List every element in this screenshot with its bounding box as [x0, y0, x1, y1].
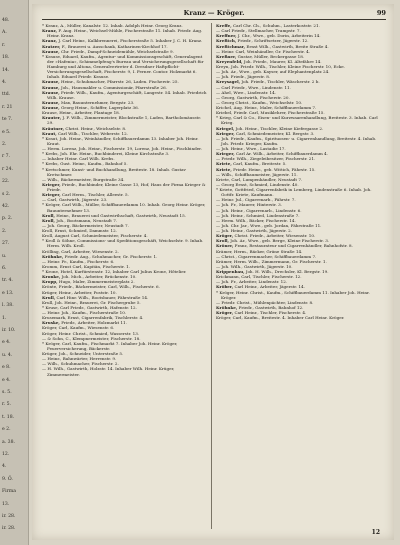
margin-fragment: ttd.	[2, 92, 11, 98]
entry-details: — Joh. Wilh., Gastwirth, Jägerstr. 10.	[216, 263, 293, 269]
entry-details: * Krieg, Carl & Co., Eisen- und Kurzwaarenhandlung, Breitestr. 3. Inhab. Carl Krieg.	[216, 115, 378, 126]
entry-details: — Joh. Fr., Maurer, Hinterstr. 3.	[216, 202, 283, 208]
margin-fragment: l. 38.	[2, 303, 14, 309]
entry-details: Friedr., Buchbinder, Kleine Gasse 13, Hof, Haus der Firma Krieger & Friedr.	[47, 181, 206, 192]
entry-details: — Joh. Heinr., Cigarrenarb., Lindenstr. 6.	[216, 207, 302, 213]
entry-details: — Georg Ernst, Schmied, Lindenstr. 40.	[216, 181, 299, 187]
margin-fragment: t. 18.	[2, 414, 15, 420]
entry-details: * Kraut, Joh. Heinr., Weinhändler, Schiffbauerdamm 13. Inhaber Joh. Heinr. Kraut.	[42, 135, 199, 146]
entry-details: J. F. Wilh., Zimmermeister, Blockstraße 1, Laden, Bartholomäusstr. 29.	[47, 115, 201, 126]
entry-surname: Kröger,	[216, 310, 234, 315]
entry-details: — Joh. Ar., Wwe., geb. Kayser, auf Elephantenplatz 24.	[216, 69, 330, 75]
directory-entry	[42, 341, 208, 351]
entry-details: Krüger, Heinr., Arbeiter, Poststr. 10.	[42, 289, 117, 295]
entry-details: — Friedr. Wilh., Ziegeleibesitzer, Fischerstr. 21.	[216, 156, 316, 162]
entry-details: — H. Wilh., Gastwirth, Holzstr. 14. Inhaber Wilh. Heinr. Krüger, Zimmermeister.	[42, 366, 175, 377]
entry-details: Christ. Friedr., Arbeiter, Wiesenstr. 10.	[234, 233, 316, 239]
entry-details: — Joh. Friedr., Kaufm., Spirituosen- u. Cigarrenhandlung, Breitestr. 4. Inhab. Joh. Friedr. Krieger, Kaufm.	[216, 135, 377, 146]
entry-details: Kröger, Heinr. Christ., Schmied, Wasserstr. 13.	[42, 330, 140, 336]
entry-surname: Krieger,	[216, 130, 235, 136]
margin-fragment: r. 21	[2, 104, 13, 110]
margin-fragment: s 2.	[2, 191, 11, 197]
entry-details: — Herm. Wilh., Bäcker, Fischerstr. 14.	[216, 217, 296, 223]
entry-details: Carl Heinr., Tischler, Fischerstr. 4.	[234, 310, 307, 315]
entry-surname: Kroll,	[42, 217, 55, 223]
entry-details: * Kriete, Gottfried, Cigarrenfabrik in Lemberg, Lindenstraße 6. Inhab. Joh. Gottfr. Kriete, Kaufmann.	[216, 187, 372, 198]
entry-details: — Herm. Lorenz, Joh. Heinr., Fischerstr. 19, Lorenz, Joh. Heinr., Fischbinder.	[42, 146, 202, 151]
entry-details: Joh. H. Wilh., Drechsler, Kl. Bergstr. 19.	[245, 269, 329, 274]
entry-details: * Kretschmer, Kunst- und Buchhandlung, Breitestr. 18. Inhab. Gustav Kretschmer.	[42, 166, 186, 177]
entry-surname: Kranz,	[42, 38, 58, 44]
entry-details: Joh. Mich., Arbeiter, Brückenstr. 10.	[61, 274, 137, 280]
entry-details: Hugo, Maler, Zimmermeisterplatz 2.	[58, 279, 135, 285]
entry-details: F., Brauerei u. Ausschank, Katharinen-Kirchhof 17.	[61, 43, 168, 49]
entry-details: F. Aug. Heinr., Weichsel-Mühle, Fischerstraße 11. Inhab. Friedr. Aug. Heinr. Kranz.	[47, 28, 203, 39]
entry-details: Joh., Hausmakler u. Commissionär, Pfarrstraße 26.	[61, 84, 167, 90]
entry-surname: Krauter,	[42, 115, 62, 121]
entry-details: — Joh. Friedr., Jägerstr. 8.	[216, 74, 271, 80]
entry-surname: Krippenbau,	[216, 269, 245, 274]
entry-surname: Krause,	[42, 79, 60, 85]
entry-details: — Carl Friedr., Stellmacher, Trampstr. 7.	[216, 28, 301, 34]
directory-entry	[216, 315, 382, 320]
entry-details: Heinr., Schuhmacher, Pfarrstr. 26, Laden. Fischerstr. 25.	[61, 79, 179, 85]
entry-details: Friedr., Gastwirth, Bahnhof 12.	[238, 304, 304, 310]
entry-details: — Joh. Georg, Bäckermeister, Neustadt 7.	[42, 222, 129, 228]
entry-details: Kriete, Carl, Lumpenhändler, Neustadt 7.	[216, 176, 303, 182]
entry-details: * Krebs, Joh. Ehr. Heinr., Buchbinderei, Kleine Kirchstraße 3.	[42, 151, 170, 157]
entry-surname: Kratzer,	[42, 43, 61, 49]
directory-entry	[216, 115, 382, 125]
entry-details: Joh. Friedr., Maurer, Kl. Altefähre 14.	[243, 58, 322, 64]
margin-fragment: 2.	[2, 228, 7, 234]
entry-details: * Kröger, Carl Wilh., Müller, Schiffbauerdamm 10. Inhab. Georg Heinr. Kröger, Bauunternehmer 13.	[42, 202, 206, 213]
entry-details: Chr. Friedr., Dampf-Schneidemühle, Weichselstraße 9.	[61, 48, 174, 54]
directory-entry	[42, 238, 208, 248]
page-number: 99	[376, 9, 386, 17]
entry-surname: Kroll,	[216, 238, 229, 244]
entry-surname: Krause,	[42, 99, 60, 105]
entry-surname: Krause,	[42, 89, 60, 95]
entry-details: — Wilh., Schiffbaumeister, Jägerstr. 11.	[216, 171, 298, 177]
entry-details: Krause, Heinr., Arbeiter, Plantage 18.	[42, 110, 121, 116]
header-rule	[42, 19, 386, 20]
margin-fragment: ir. 10.	[2, 328, 16, 333]
entry-details: Friedr., Arbeiter, Holzmarkt 11.	[61, 320, 127, 326]
margin-fragment: r.	[2, 42, 6, 48]
entry-details: Carl, Schmiedemeister, Kl. Bergstr. 3.	[235, 130, 315, 136]
margin-fragment: Firma	[2, 489, 16, 495]
entry-details: Krönte, Friedr., Bäckermeister, Carl, Wilh., Fischerstr. 6.	[42, 284, 160, 290]
margin-fragment: A.	[2, 30, 7, 36]
margin-fragment: r 24.	[2, 166, 13, 172]
entry-surname: Kröhnke,	[216, 304, 238, 310]
entry-details: Franz, Restaurateur und Cigarrenhändler, Bahnhofstr. 8.	[234, 243, 353, 249]
directory-entry	[42, 202, 208, 212]
margin-fragment: 1.	[2, 315, 7, 321]
directory-entry	[42, 28, 208, 38]
entry-surname: Kropp,	[42, 279, 58, 285]
entry-details: — Georg Christ., Kaufm., Weichselstr. 10.	[216, 99, 303, 105]
entry-details: Friedr. Wilh., Kaufm., Agenturgeschäft, Langestr. 54. Inhab. Friedrich Wilh. Krause.	[47, 89, 207, 100]
entry-details: — Ahel, Wwe., Lindenstr. 14.	[216, 89, 277, 95]
right-column	[216, 23, 382, 531]
directory-entry	[42, 366, 208, 376]
entry-details: * Krause, Eduard, Kaufm., Agentur- und Kommissionsgeschäft, Generalagent der »Hafenia«, Schimmelpfeng's Bureau und Versicherungsgesellschaft für Hamburg und Altona, Generalvertreter d. Dresdner Haftpflicht-Versicherungsgesellschaft, Fischerstr. 9, I. Ferner. Contor. Holzmarkt 6. Inhab. Eduard Friedr. Krause.	[42, 53, 204, 80]
entry-details: — Joh. Heinr., Wwe., Lastadie 17.	[216, 146, 286, 151]
entry-surname: Krieger,	[216, 151, 235, 157]
entry-surname: Kröner,	[216, 243, 234, 249]
entry-details: — Heinr. Jul., Cigarrenarb., Fährstr. 7.	[216, 197, 296, 203]
entry-details: Joh., Bootsmann, Neustadt 7.	[56, 217, 118, 223]
entry-details: * Kroll & Söhne, Commissions- und Speditionsgeschäft, Weichselstr. 9. Inhab. Herm. Wilh. Kroll.	[42, 238, 204, 249]
margin-fragment: 42.	[2, 204, 10, 209]
entry-details: Kromm, Ernst Carl, Kapitän, Fischerstr. 1.	[42, 263, 130, 269]
entry-details: — Wilh., Bäckermeister, Burgstraße 34.	[42, 176, 125, 182]
entry-details: Krull, Joh. Heinr., Brauerei, Gr. Fischergrube 5.	[42, 299, 141, 305]
margin-fragment: 6.	[2, 266, 7, 271]
entry-details: Joh. Ar., Wwe., geb. Berge, Kleine Fischerstr. 3.	[230, 238, 330, 244]
margin-fragment: 4.	[2, 464, 7, 470]
margin-fragment: e 8.	[2, 365, 11, 371]
entry-surname: Krause,	[42, 105, 60, 110]
entry-details: — Heinr. Joh., Kaufm., Fischerstraße 10.	[42, 310, 127, 315]
directory-entry	[216, 290, 382, 300]
page-title: Kranz — Kröger.	[183, 9, 245, 17]
entry-details: — Joh. Heinr., Schmied, Lindenstraße 7.	[216, 212, 300, 218]
entry-surname: Krause,	[42, 84, 60, 90]
page-header	[42, 9, 386, 19]
entry-details: — & Sohn, C., Klempnermeister, Fischerstr. 18.	[42, 335, 141, 341]
margin-fragment: s. 5.	[2, 390, 12, 395]
margin-fragment: 48.	[2, 18, 10, 23]
column-divider	[211, 23, 212, 529]
entry-surname: Kriegel,	[216, 125, 235, 131]
entry-details: Heinr., Brauerei und Gastwirthschaft, Gastwirth, Neustadt 15.	[56, 212, 187, 218]
entry-details: Kröger, Carl, Kaufm., Wiesenstr. 6.	[42, 325, 115, 331]
entry-details: Krusemark, Ernst, Cigarrenfabrik, Tischlerstr. 4.	[42, 315, 144, 321]
directory-entry	[216, 187, 382, 197]
entry-details: — Joh. Heinr., Gastwirth, Jägerstr. 2.	[216, 228, 293, 233]
margin-fragment: ir. 28.	[2, 514, 16, 519]
entry-details: — Heinr. Fr., Kaufm., Fischerstr. 6.	[42, 258, 115, 264]
margin-fragment: u. 4.	[2, 352, 13, 358]
entry-surname: Krieger,	[42, 192, 61, 198]
entry-surname: Kreßtchmar,	[216, 43, 246, 49]
entry-details: — Georg, Gastwirth, Fischerstr. 20.	[216, 94, 290, 100]
entry-surname: Kreßner,	[216, 53, 237, 59]
entry-surname: Kronke,	[42, 274, 61, 280]
entry-details: Friedr., Schriftsetzer, Jägerstr. 12.	[237, 38, 309, 44]
entry-details: Christ. Heinr., Weichselstr. 8.	[65, 125, 127, 131]
entry-surname: Kräutner,	[42, 125, 65, 131]
previous-page-margin	[0, 0, 29, 545]
entry-details: Ernst Wilh., Gastwirth, Breite Straße 4.	[246, 43, 329, 49]
entry-details: * Kröger, Heinr. Christ., Kaufm., Schiffbauerdamm 11. Inhaber Joh. Heinr. Kröger.	[216, 289, 370, 300]
entry-details: J. Carl Heinr., Kalkbrennerei, Fischerstraße 5. Inhaber J. C. H. Kranz.	[58, 38, 203, 44]
margin-fragment: 27.	[2, 241, 10, 247]
margin-fragment: e 4.	[2, 340, 11, 346]
margin-fragment: p. 2.	[2, 216, 13, 222]
directory-page	[32, 4, 394, 540]
entry-surname: Kroll,	[42, 212, 55, 218]
directory-entry	[42, 54, 208, 80]
left-column	[42, 23, 208, 531]
entry-details: Krölling, Carl, Arbeiter, Wiesenstr. 2.	[42, 248, 119, 254]
directory-entry	[42, 136, 208, 146]
directory-entry	[42, 90, 208, 100]
margin-fragment: e 2.	[2, 427, 11, 433]
entry-details: Kröger, Carl, Kaufm., Breitestr. 4. Inhaber Carl Heinr. Kröger.	[216, 315, 345, 321]
directory-entry	[216, 136, 382, 146]
entry-details: Joh. Friedr., Tischler, Wäscherstr. 2 b.	[241, 79, 320, 85]
margin-fragment: e 4.	[2, 377, 11, 383]
entry-surname: Krull,	[42, 294, 56, 300]
entry-details: * Kranz, A., Müller, Kanalstr. 12. Inhab. Adolph Heinr. Georg Kranz.	[42, 23, 183, 28]
entry-details: Joh. Heinr., Tischler, Kleine Kiefergasse 2.	[235, 125, 324, 131]
entry-surname: Kriete,	[216, 166, 232, 172]
entry-details: Carl, Kaufm., Breitestr. 5.	[233, 161, 287, 167]
entry-surname: Kriete,	[216, 161, 232, 167]
entry-details: * Krebs, Gust. Heinr., Kaufm., Bahnhof 5.	[42, 161, 128, 167]
entry-details: — Friedr. Christ., Mühlenpächter, Lindenstr. 8.	[216, 299, 314, 305]
margin-fragment: 9. Ö.	[2, 476, 13, 482]
entry-surname: Kreysagel,	[216, 79, 241, 85]
entry-details: Friedr. Heinr., geb. Wittich, Fährstr. 15.	[233, 166, 316, 172]
entry-details: — Christ., Cigarrenmacher, Schiffbauerdamm 7.	[216, 253, 317, 259]
entry-details: Kriebel, Friedr. Carl, Musiklehrer, Fischerstraße 15.	[216, 110, 325, 116]
margin-fragment: r 7.	[2, 154, 11, 160]
directory-entry	[42, 182, 208, 192]
entry-surname: Kröger,	[216, 233, 234, 239]
directory-entry	[42, 167, 208, 177]
entry-details: Max, Bauunternehmer, Bergstr. 23.	[61, 99, 135, 105]
entry-details: Carl Hinr. Wilh., Bootsbauer, Fährstraße 14.	[56, 294, 149, 300]
directory-entry	[42, 115, 208, 125]
entry-details: — Heinr., Bahnwärter, Herrenstr. 9.	[42, 356, 117, 362]
margin-fragment: 22.	[2, 179, 10, 185]
margin-fragment: 4.	[2, 80, 7, 85]
entry-surname: Krieger,	[42, 181, 61, 187]
entry-details: * Kröger, Carl, Kaufm., Fischmarkt 7. Inhaber Joh. Heinr. Kröger, Feuerversicherung, Bäckerstr.	[42, 340, 178, 351]
entry-details: Kroll, August Carl, Schmiedemeister, Fischerstr. 4.	[42, 233, 148, 239]
entry-details: Krämer, Herm., Bäcker, Grüne Straße 14.	[216, 248, 303, 254]
margin-fragment: a. 38.	[2, 439, 15, 445]
entry-details: Friedr. Aug., Schuhmacher, Gr. Fischerstr. 1.	[64, 253, 158, 259]
margin-fragment: 14.	[2, 67, 10, 73]
margin-fragment: 13.	[2, 501, 10, 507]
margin-fragment: tr. 4.	[2, 278, 13, 284]
entry-details: Kroll, Ernst, Schmied, Dammstr. 12.	[42, 228, 118, 233]
margin-fragment: ir. 28.	[2, 526, 16, 532]
margin-fragment: e 5.	[2, 129, 11, 135]
entry-details: Krämer, Herm. Wilh., Zimmermann, Gr. Fischerstr. 1.	[216, 258, 327, 264]
entry-details: Kreyn, Joh. Friedr. Wilh., Tischler, Kleine Fischerstr. 10, Ecke.	[216, 64, 345, 69]
entry-details: Carl Wilh., Tischler, Weberstr. 12.	[57, 130, 128, 136]
entry-details: — Carl Friedr., Wwe., Lindenstr. 11.	[216, 84, 291, 90]
margin-fragment: 2.	[2, 142, 7, 147]
entry-details: Krichel, Aug. Heinr., Maler, Schiffbauerdamm 7.	[216, 105, 317, 110]
entry-surname: Kreffe,	[216, 23, 232, 28]
entry-surname: Kröber,	[216, 284, 234, 290]
entry-surname: Kranz,	[42, 28, 58, 34]
entry-details: — Carl, Gastwirth, Jägerstr. 23.	[42, 197, 108, 203]
entry-details: — Joh. Fr., Arbeiter, Lindenstr. 12.	[216, 279, 288, 285]
entry-surname: Kreyenfeld,	[216, 58, 243, 64]
entry-details: Carl Herm., Tischler, Alleestr. 5.	[61, 192, 129, 198]
margin-fragment: r. 5.	[2, 402, 11, 408]
margin-fragment: u.	[2, 253, 7, 259]
entry-details: Carl Chr. Ch., Schuhm., Lasterkoststr. 21.	[233, 23, 320, 28]
entry-surname: Kreßtch,	[216, 38, 237, 44]
entry-details: Carl Ar. Wilh., Arbeiter, Schiffbauerdamm 4.	[235, 151, 328, 157]
entry-details: * Kruse, Carl Friedr., Gastwirth, Hafenstr. 12.	[42, 304, 137, 310]
margin-fragment: e 13.	[2, 290, 14, 296]
entry-details: — Heinr. Carl, Weinhändler, Gr. Fischerstr. 4.	[216, 48, 311, 54]
entry-details: Krüger, Joh., Schneider, Unterstraße 5.	[42, 351, 124, 356]
entry-details: — Joh. Chr. Jar., Wwe., geb. Jordan, Fährstraße 11.	[216, 222, 322, 228]
entry-details: Georg Heinr., Schiffer, Lagerplatz 36.	[61, 105, 140, 110]
entry-details: Gustav, Müller, Beckergasse 18.	[237, 53, 305, 59]
footer-page-number: 12	[371, 529, 380, 536]
entry-details: J. Chr., Wwe., geb. Dorin, Arbeiterin 14.	[237, 33, 321, 39]
entry-surname: Krause,	[42, 48, 60, 54]
entry-details: — Wilh., Schuhmacher, Fischerstr. 2.	[42, 361, 119, 367]
entry-details: Carl Heinr., Arbeiter, Jägerstr. 14.	[234, 284, 305, 290]
margin-fragment: 18.	[2, 55, 10, 61]
entry-surname: Kruske,	[42, 320, 60, 326]
entry-details: — Inhaber Heinr. Carl Wilh. Krebs.	[42, 156, 115, 162]
margin-fragment: 12.	[2, 452, 10, 457]
entry-details: * Krone, Hotel, Kurfürstenstr. 12, Inhaber Carl Julius Krone, Hôtelier.	[42, 269, 187, 274]
entry-surname: Kröhnke,	[42, 253, 64, 259]
entry-details: Krickmann, Carl, Tischler, Fischerstr. 12.	[216, 274, 302, 280]
entry-surname: Kreffner,	[216, 33, 237, 39]
entry-surname: Kraut,	[42, 130, 57, 136]
margin-fragment: te 7.	[2, 117, 13, 123]
